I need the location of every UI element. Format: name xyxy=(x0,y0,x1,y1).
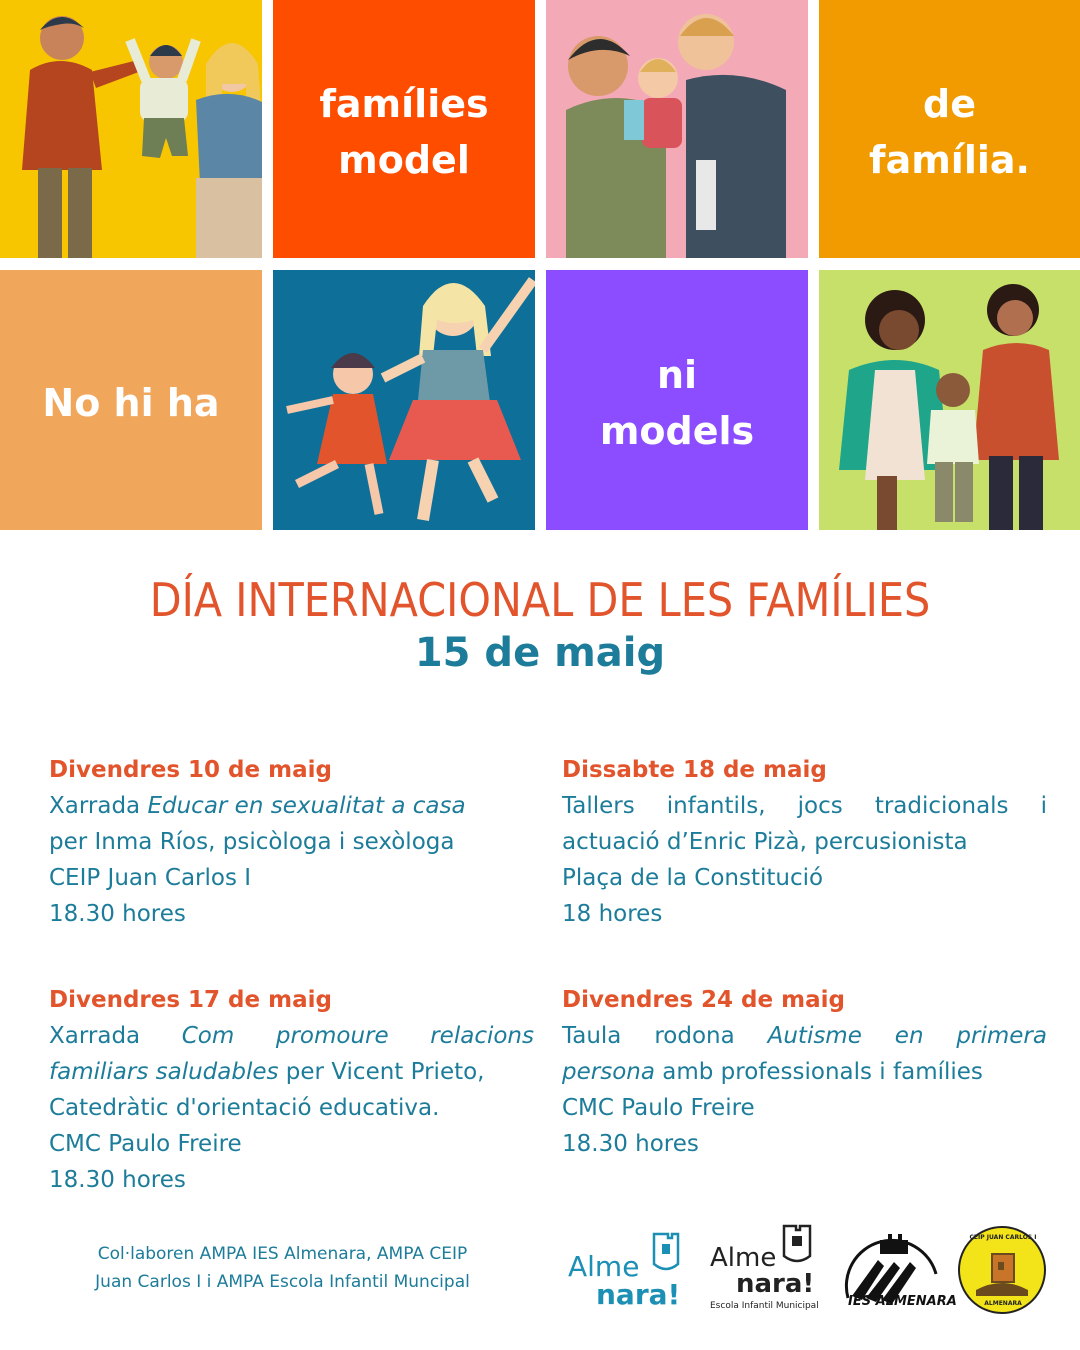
event-time: 18.30 hores xyxy=(562,1131,699,1157)
event-description xyxy=(49,788,534,824)
event-title-italic: familiars saludables xyxy=(49,1059,279,1085)
event-place: CEIP Juan Carlos I xyxy=(49,865,252,891)
event-place: Plaça de la Constitució xyxy=(562,865,824,891)
collaborators-line: Juan Carlos I i AMPA Escola Infantil Muncipal xyxy=(95,1272,470,1292)
event-description xyxy=(49,1054,534,1090)
page-subtitle-date: 15 de maig xyxy=(414,630,666,676)
event-block xyxy=(49,752,534,932)
logo-subtext: Escola Infantil Municipal xyxy=(710,1301,819,1311)
event-date: Divendres 24 de maig xyxy=(562,987,845,1013)
family-illustration xyxy=(273,270,535,530)
event-speaker: Catedràtic d'orientació educativa. xyxy=(49,1095,440,1121)
family-illustration-tile-6 xyxy=(273,270,535,530)
almenara-town-logo xyxy=(566,1228,690,1314)
tile-text-line: famílies xyxy=(319,82,489,126)
event-block xyxy=(562,982,1047,1162)
page-title: DÍA INTERNACIONAL DE LES FAMÍLIES xyxy=(149,573,931,627)
logo-text: nara! xyxy=(736,1269,815,1299)
logo-text: CEIP JUAN CARLOS I xyxy=(969,1234,1037,1241)
logo-text: Alme xyxy=(568,1250,640,1283)
ies-almenara-logo xyxy=(836,1220,957,1316)
tile-text-line: família. xyxy=(869,138,1030,182)
event-title-italic: persona xyxy=(562,1059,655,1085)
event-time: 18.30 hores xyxy=(49,1167,186,1193)
event-date: Divendres 10 de maig xyxy=(49,757,332,783)
family-illustration-tile-8 xyxy=(819,270,1080,530)
family-illustration xyxy=(0,0,262,258)
ceip-juan-carlos-logo xyxy=(956,1224,1056,1316)
tile-text-line: models xyxy=(599,409,755,453)
event-text: Xarrada xyxy=(49,1023,182,1049)
family-illustration-tile-3 xyxy=(546,0,808,258)
logo-text: nara! xyxy=(596,1278,681,1311)
event-place: CMC Paulo Freire xyxy=(562,1095,755,1121)
event-description xyxy=(49,1018,534,1054)
logo-text: IES ALMENARA xyxy=(848,1294,957,1309)
event-text: per Vicent Prieto, xyxy=(278,1059,485,1085)
event-description xyxy=(562,1018,1047,1054)
event-time: 18 hores xyxy=(562,901,663,927)
event-title-italic: Educar en sexualitat a casa xyxy=(147,793,466,819)
event-text: Xarrada xyxy=(49,793,148,819)
family-illustration xyxy=(819,270,1080,530)
tile-text-line: model xyxy=(338,138,470,182)
collaborators-line: Col·laboren AMPA IES Almenara, AMPA CEIP xyxy=(97,1244,468,1264)
event-text: amb professionals i famílies xyxy=(654,1059,983,1085)
text-tile-families-model xyxy=(273,0,535,258)
text-tile-ni-models xyxy=(546,270,808,530)
event-speaker: per Inma Ríos, psicòloga i sexòloga xyxy=(49,829,455,855)
logo-text: Alme xyxy=(710,1243,777,1273)
event-description: Tallers infantils, jocs tradicionals i xyxy=(562,793,1047,819)
event-description: actuació d’Enric Pizà, percusionista xyxy=(562,829,968,855)
event-date: Divendres 17 de maig xyxy=(49,987,332,1013)
event-block xyxy=(562,752,1047,932)
escola-infantil-logo xyxy=(708,1222,818,1314)
collaborators-text xyxy=(40,1240,525,1296)
event-description xyxy=(562,1054,1047,1090)
family-illustration-tile-1 xyxy=(0,0,262,258)
event-place: CMC Paulo Freire xyxy=(49,1131,242,1157)
event-block xyxy=(49,982,534,1198)
tile-text-line: ni xyxy=(656,353,698,397)
event-text: Taula rodona xyxy=(562,1023,768,1049)
text-tile-de-familia xyxy=(819,0,1080,258)
event-title-italic: Com promoure relacions xyxy=(181,1023,534,1049)
family-illustration xyxy=(546,0,808,258)
event-title-italic: Autisme en primera xyxy=(767,1023,1047,1049)
text-tile-no-hi-ha xyxy=(0,270,262,530)
event-date: Dissabte 18 de maig xyxy=(562,757,827,783)
tile-text-line: No hi ha xyxy=(42,381,220,425)
event-time: 18.30 hores xyxy=(49,901,186,927)
logo-text: ALMENARA xyxy=(984,1300,1022,1307)
tile-text-line: de xyxy=(923,82,976,126)
